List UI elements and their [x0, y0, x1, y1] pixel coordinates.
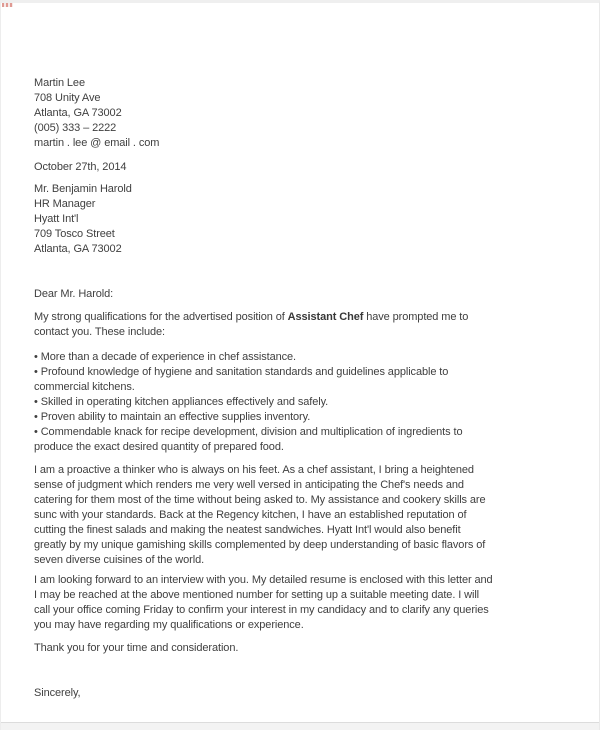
salutation: Dear Mr. Harold: [34, 288, 114, 300]
text-line: Atlanta, GA 73002 [34, 243, 122, 255]
text-line: commercial kitchens. [34, 381, 135, 393]
text-line: seven diverse cuisines of the world. [34, 554, 205, 566]
text-line: • Commendable knack for recipe development, division and multiplication of ingredients to [34, 426, 463, 438]
position-title-bold: Assistant Chef [287, 311, 364, 323]
page-bottom-edge [1, 722, 599, 730]
text-line: Martin Lee [34, 77, 85, 89]
corner-artifact [2, 3, 13, 7]
intro-text-pre: My strong qualifications for the advertised position of [34, 311, 288, 323]
text-line: 708 Unity Ave [34, 92, 101, 104]
intro-line-1 [34, 310, 572, 325]
text-line: • Proven ability to maintain an effective supplies inventory. [34, 411, 311, 423]
closing-line: Sincerely, [34, 687, 81, 699]
text-line: sense of judgment which renders me very well versed in anticipating the Chef's needs and [34, 479, 464, 491]
text-line: martin . lee @ email . com [34, 137, 160, 149]
interview-paragraph [34, 573, 572, 633]
intro-paragraph [34, 310, 572, 340]
text-line: • More than a decade of experience in chef assistance. [34, 351, 297, 363]
text-line: catering for them most of the time without being asked to. My assistance and cookery skills are [34, 494, 486, 506]
text-line: HR Manager [34, 198, 96, 210]
recipient-address-block [34, 182, 572, 257]
text-line: 709 Tosco Street [34, 228, 115, 240]
text-line: cutting the finest salads and making the neatest sandwiches. Hyatt Int'l would also benefit [34, 524, 461, 536]
text-line: I may be reached at the above mentioned number for setting up a suitable meeting date. I will [34, 589, 480, 601]
text-line: Mr. Benjamin Harold [34, 183, 132, 195]
text-line: produce the exact desired quantity of prepared food. [34, 441, 284, 453]
text-line: greatly by my unique gamishing skills complemented by deep understanding of basic flavors of [34, 539, 486, 551]
text-line: I am a proactive a thinker who is always on his feet. As a chef assistant, I bring a heightened [34, 464, 474, 476]
thanks-line: Thank you for your time and consideration. [34, 642, 239, 654]
text-line: • Skilled in operating kitchen appliances effectively and safely. [34, 396, 329, 408]
text-line: (005) 333 – 2222 [34, 122, 117, 134]
letter-date: October 27th, 2014 [34, 161, 127, 173]
text-line: Hyatt Int'l [34, 213, 79, 225]
sender-address-block [34, 76, 572, 151]
intro-line-2: contact you. These include: [34, 326, 166, 338]
text-line: • Profound knowledge of hygiene and sanitation standards and guidelines applicable to [34, 366, 449, 378]
intro-text-post: have prompted me to [363, 311, 469, 323]
text-line: Atlanta, GA 73002 [34, 107, 122, 119]
text-line: you may have regarding my qualifications or experience. [34, 619, 304, 631]
text-line: sunc with your standards. Back at the Regency kitchen, I have an established reputation of [34, 509, 467, 521]
text-line: I am looking forward to an interview with you. My detailed resume is enclosed with this letter and [34, 574, 493, 586]
qualifications-list [34, 350, 572, 455]
text-line: call your office coming Friday to confirm your interest in my candidacy and to clarify any queries [34, 604, 489, 616]
experience-paragraph [34, 463, 572, 568]
